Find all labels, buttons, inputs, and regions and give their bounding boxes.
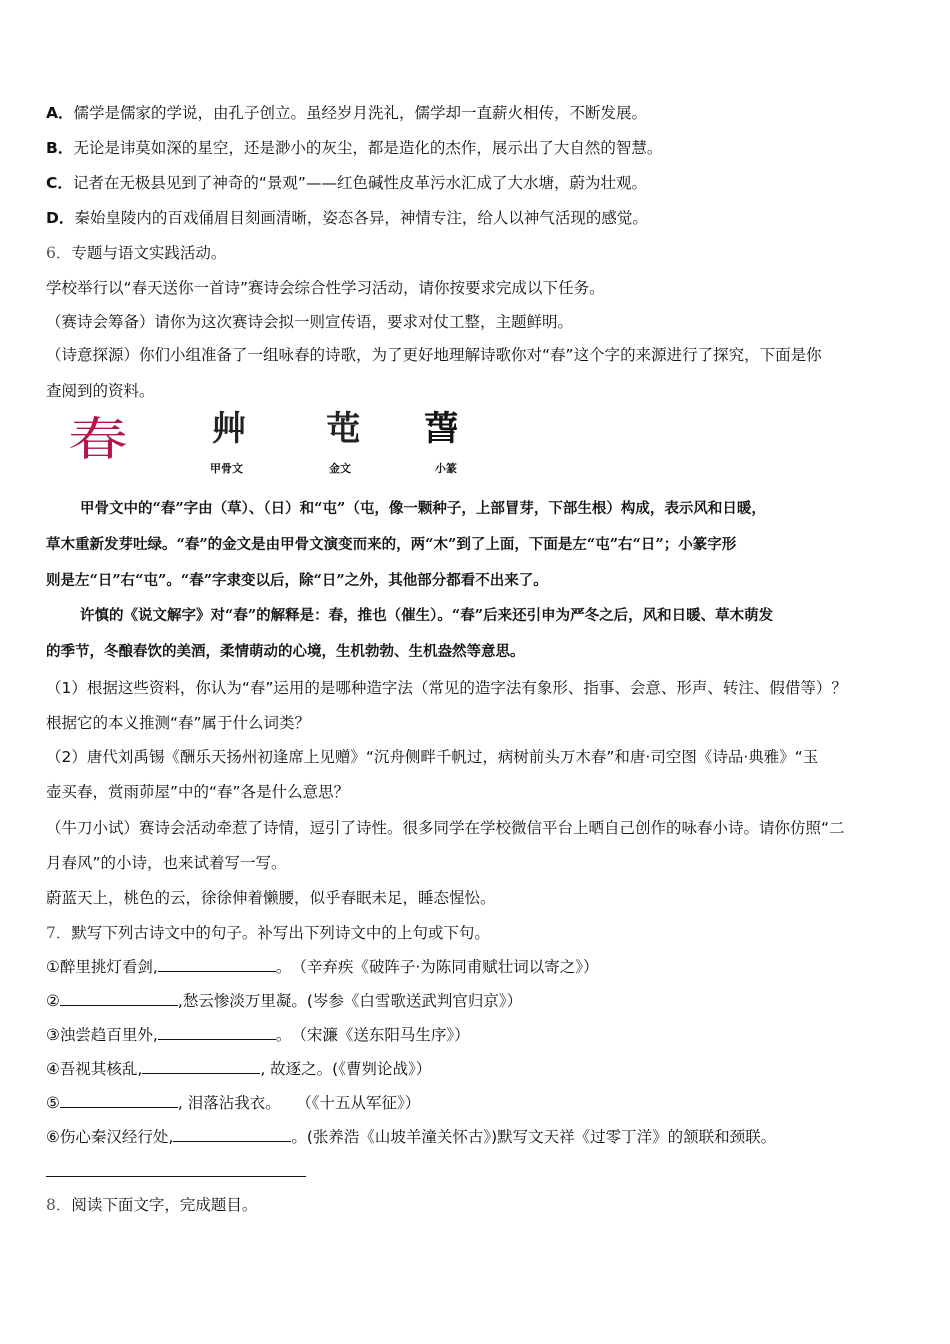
q7-item: [46, 1093, 420, 1113]
option-label: B．: [46, 139, 74, 157]
para2-line: 许慎的《说文解字》对“春”的解释是：春，推也（催生）。“春”后来还引申为严冬之后，风和日暖、草木萌发: [80, 607, 774, 624]
item-prefix: ⑤: [46, 1094, 60, 1112]
option-c: [46, 173, 647, 193]
answer-blank[interactable]: [173, 1127, 291, 1142]
caption-bronze: 金文: [329, 462, 351, 475]
question-number: 6．: [46, 244, 72, 262]
answer-blank[interactable]: [60, 1093, 178, 1108]
para2-line: 的季节，冬酿春饮的美酒，柔情萌动的心境，生机勃勃、生机盎然等意思。: [46, 643, 525, 660]
question-title: 默写下列古诗文中的句子。补写出下列诗文中的上句或下句。: [71, 924, 490, 942]
item-prefix: ⑥伤心秦汉经行处,: [46, 1128, 174, 1146]
option-text: 无论是讳莫如深的星空，还是渺小的灰尘，都是造化的杰作，展示出了大自然的智慧。: [73, 139, 663, 157]
question-number: 7．: [46, 924, 72, 942]
answer-line[interactable]: [46, 1176, 306, 1177]
example-poem: 蔚蓝天上，桃色的云，徐徐伸着懒腰，似乎春眠未足，睡态惺忪。: [46, 889, 496, 907]
item-suffix: 。 （宋濂《送东阳马生序》）: [275, 1026, 470, 1044]
option-label: D．: [46, 209, 75, 227]
sub2-line: （2）唐代刘禹锡《酬乐天扬州初逢席上见赠》“沉舟侧畔千帆过，病树前头万木春”和唐·司空图《诗品·典雅》“玉: [46, 748, 819, 766]
bronze-glyph: 芚: [326, 409, 360, 449]
option-label: A．: [46, 104, 74, 122]
q8-heading: [46, 1195, 257, 1215]
task3-line: （牛刀小试）赛诗会活动牵惹了诗情，逗引了诗性。很多同学在学校微信平台上晒自己创作的咏春小诗。请你仿照“二: [46, 819, 845, 837]
option-a: [46, 103, 647, 123]
para1-line: 则是左“日”右“屯”。“春”字隶变以后，除“日”之外，其他部分都看不出来了。: [46, 572, 548, 589]
answer-blank[interactable]: [158, 1025, 276, 1040]
option-text: 秦始皇陵内的百戏俑眉目刻画清晰，姿态各异，神情专注，给人以神气活现的感觉。: [74, 209, 648, 227]
item-suffix: ,愁云惨淡万里凝。(岑参《白雪歌送武判官归京》）: [177, 992, 523, 1010]
option-text: 记者在无极县见到了神奇的“景观”——红色碱性皮革污水汇成了大水塘，蔚为壮观。: [72, 174, 647, 192]
option-label: C．: [46, 174, 73, 192]
para1-line: 甲骨文中的“春”字由（草）、（日）和“屯”（屯，像一颗种子，上部冒芽，下部生根）构成，表示风和日暖，: [80, 500, 766, 517]
answer-blank[interactable]: [142, 1059, 260, 1074]
q7-heading: [46, 923, 490, 943]
q7-item: [46, 1127, 776, 1147]
q6-intro: 学校举行以“春天送你一首诗”赛诗会综合性学习活动，请你按要求完成以下任务。: [46, 279, 605, 297]
option-d: [46, 208, 648, 228]
q6-task1: （赛诗会筹备）请你为这次赛诗会拟一则宣传语，要求对仗工整，主题鲜明。: [46, 313, 574, 331]
caption-oracle-bone: 甲骨文: [210, 462, 243, 475]
q6-task2-line2: 查阅到的资料。: [46, 382, 155, 400]
sub2-line: 壶买春，赏雨茆屋”中的“春”各是什么意思？: [46, 783, 350, 801]
item-suffix: , 泪落沾我衣。 （《十五从军征》）: [177, 1094, 421, 1112]
seal-glyph: 萅: [424, 409, 458, 449]
sub1-line: （1）根据这些资料，你认为“春”运用的是哪种造字法（常见的造字法有象形、指事、会意、形声、转注、假借等）？: [46, 679, 847, 697]
q7-item: [46, 1025, 470, 1045]
question-title: 专题与语文实践活动。: [71, 244, 227, 262]
q7-item: [46, 1059, 431, 1079]
item-prefix: ①醉里挑灯看剑,: [46, 958, 158, 976]
item-suffix: 。 （辛弃疾《破阵子·为陈同甫赋壮词以寄之》）: [275, 958, 599, 976]
task3-line: 月春风”的小诗，也来试着写一写。: [46, 854, 287, 872]
chun-regular-glyph: 春: [68, 412, 128, 466]
item-prefix: ②: [46, 992, 60, 1010]
question-number: 8．: [46, 1196, 72, 1214]
sub1-line: 根据它的本义推测“春”属于什么词类？: [46, 714, 311, 732]
oracle-bone-glyph: 艸: [212, 409, 246, 449]
item-prefix: ③浊尝趋百里外,: [46, 1026, 158, 1044]
answer-blank[interactable]: [60, 991, 178, 1006]
q6-task2-line1: （诗意探源）你们小组准备了一组咏春的诗歌，为了更好地理解诗歌你对“春”这个字的来源进行了探究，下面是你: [46, 346, 822, 364]
option-b: [46, 138, 662, 158]
item-prefix: ④吾视其核乱,: [46, 1060, 143, 1078]
option-text: 儒学是儒家的学说，由孔子创立。虽经岁月洗礼，儒学却一直薪火相传，不断发展。: [73, 104, 648, 122]
item-suffix: 。(张养浩《山坡羊潼关怀古》)默写文天祥《过零丁洋》的颔联和颈联。: [291, 1128, 777, 1146]
caption-seal: 小篆: [435, 462, 457, 475]
para1-line: 草木重新发芽吐绿。“春”的金文是由甲骨文演变而来的，两“木”到了上面，下面是左“屯”右“日”；小篆字形: [46, 536, 737, 553]
question-title: 阅读下面文字，完成题目。: [71, 1196, 258, 1214]
q7-item: [46, 991, 522, 1011]
q7-item: [46, 957, 599, 977]
chun-evolution-figure: [66, 409, 496, 480]
q6-heading: [46, 243, 226, 263]
answer-blank[interactable]: [158, 957, 276, 972]
item-suffix: , 故逐之。(《曹刿论战》）: [260, 1060, 432, 1078]
